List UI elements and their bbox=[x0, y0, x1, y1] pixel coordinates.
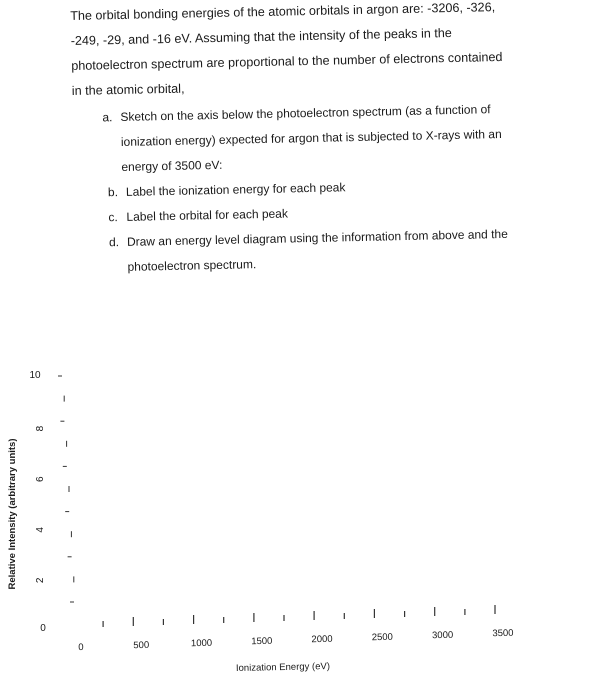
x-tick-label-500: 500 bbox=[133, 639, 150, 652]
y-tick-label-2: 2 bbox=[35, 577, 46, 584]
y-tick-label-8: 8 bbox=[35, 425, 46, 432]
part-a-line-1: Sketch on the axis below the photoelectron spectrum (as a function of bbox=[120, 102, 491, 124]
part-d-line-1: Draw an energy level diagram using the information from above and the bbox=[126, 226, 508, 249]
part-b-letter: b. bbox=[107, 185, 119, 200]
part-d-line-2: photoelectron spectrum. bbox=[127, 257, 257, 274]
y-tick-label-6: 6 bbox=[35, 476, 46, 482]
part-c-text: Label the orbital for each peak bbox=[126, 206, 289, 224]
x-tick-label-1500: 1500 bbox=[251, 635, 273, 648]
intro-line-2: -249, -29, and -16 eV. Assuming that the intensity of the peaks in the bbox=[70, 26, 452, 48]
x-tick-label-3000: 3000 bbox=[431, 629, 454, 642]
part-a-letter: a. bbox=[102, 110, 113, 125]
x-tick-label-1000: 1000 bbox=[190, 637, 213, 650]
x-tick-label-3500: 3500 bbox=[492, 627, 514, 640]
intro-line-3: photoelectron spectrum are proportional to the number of electrons contained bbox=[71, 49, 503, 73]
intro-line-4: in the atomic orbital, bbox=[71, 81, 185, 98]
intro-line-1: The orbital bonding energies of the atomic orbitals in argon are: -3206, -326, bbox=[70, 0, 496, 23]
part-a-line-3: energy of 3500 eV: bbox=[121, 157, 223, 174]
part-d-letter: d. bbox=[108, 235, 120, 250]
x-tick-label-2000: 2000 bbox=[311, 633, 333, 646]
y-tick-label-10: 10 bbox=[29, 370, 41, 381]
x-tick-label-2500: 2500 bbox=[371, 631, 394, 644]
part-b-text: Label the ionization energy for each peak bbox=[125, 180, 346, 199]
y-axis-ticks bbox=[29, 370, 74, 634]
x-axis-ticks bbox=[78, 605, 514, 653]
part-c-letter: c. bbox=[108, 210, 118, 225]
y-tick-label-0: 0 bbox=[40, 623, 46, 634]
x-tick-label-0: 0 bbox=[78, 641, 84, 654]
y-tick-label-4: 4 bbox=[35, 527, 46, 533]
x-axis-label: Ionization Energy (eV) bbox=[235, 661, 331, 674]
y-axis-label: Relative Intensity (arbitrary units) bbox=[7, 438, 18, 590]
part-a-line-2: ionization energy) expected for argon that is subjected to X-rays with an bbox=[120, 126, 502, 149]
